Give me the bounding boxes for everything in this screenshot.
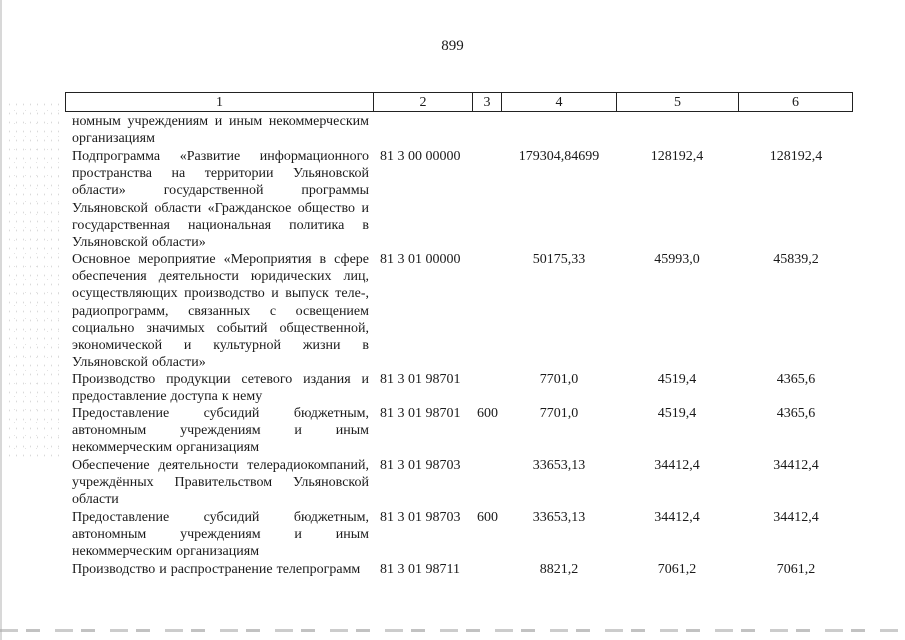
- row-value-4: 33653,13: [532, 510, 586, 525]
- row-value-4: 8821,2: [539, 562, 579, 577]
- header-col-2: 2: [374, 93, 473, 111]
- row-value-4: 179304,84699: [518, 149, 600, 164]
- row-description: Предоставление субсидий бюджетным, автономным учреждениям и иным некоммерческим организациям: [72, 510, 369, 560]
- row-description: Производство и распространение телепрограмм: [72, 562, 361, 577]
- row-code: 81 3 00 00000: [380, 149, 461, 164]
- table-header-row: [65, 92, 853, 112]
- row-value-5: 4519,4: [657, 406, 697, 421]
- row-kvr: 600: [477, 510, 498, 525]
- row-value-4: 7701,0: [539, 372, 579, 387]
- row-code: 81 3 01 98701: [380, 372, 461, 387]
- row-value-6: 4365,6: [776, 406, 816, 421]
- row-value-5: 34412,4: [654, 510, 700, 525]
- row-description: Предоставление субсидий бюджетным, автономным учреждениям и иным некоммерческим организациям: [72, 406, 369, 456]
- row-code: 81 3 01 98711: [380, 562, 460, 577]
- row-kvr: 600: [477, 406, 498, 421]
- header-col-4: 4: [502, 93, 617, 111]
- header-col-3: 3: [473, 93, 502, 111]
- row-code: 81 3 01 98703: [380, 510, 461, 525]
- header-col-5: 5: [617, 93, 739, 111]
- row-value-6: 45839,2: [773, 252, 819, 267]
- row-code: 81 3 01 98701: [380, 406, 461, 421]
- row-value-5: 45993,0: [654, 252, 700, 267]
- row-value-5: 34412,4: [654, 458, 700, 473]
- row-value-4: 7701,0: [539, 406, 579, 421]
- row-description: Основное мероприятие «Мероприятия в сфере обеспечения деятельности юридических лиц, осуществляющих производство и выпуск теле-, радиопрограмм, связанных с освещением социально значимых событий общественной, экономической и культурной жизни в Ульяновской области»: [72, 252, 369, 371]
- row-value-6: 34412,4: [773, 458, 819, 473]
- row-value-6: 128192,4: [769, 149, 823, 164]
- scan-bottom-edge: [0, 629, 905, 632]
- scan-left-edge: [0, 0, 2, 640]
- row-value-6: 7061,2: [776, 562, 816, 577]
- row-description: Подпрограмма «Развитие информационного пространства на территории Ульяновской области» государственной программы Ульяновской области «Гражданское общество и государственная национальная политика в Ульяновской области»: [72, 149, 369, 251]
- row-code: 81 3 01 00000: [380, 252, 461, 267]
- row-code: 81 3 01 98703: [380, 458, 461, 473]
- header-col-1: 1: [66, 93, 374, 111]
- row-value-4: 50175,33: [532, 252, 586, 267]
- page-number: 899: [441, 38, 464, 54]
- row-value-5: 4519,4: [657, 372, 697, 387]
- header-col-6: 6: [792, 95, 799, 110]
- row-value-4: 33653,13: [532, 458, 586, 473]
- scan-noise: [6, 100, 61, 460]
- row-value-6: 4365,6: [776, 372, 816, 387]
- row-value-5: 128192,4: [650, 149, 704, 164]
- row-value-6: 34412,4: [773, 510, 819, 525]
- row-description: Обеспечение деятельности телерадиокомпаний, учреждённых Правительством Ульяновской области: [72, 458, 369, 508]
- row-description: номным учреждениям и иным некоммерческим организациям: [72, 114, 369, 147]
- row-description: Производство продукции сетевого издания и предоставление доступа к нему: [72, 372, 369, 405]
- row-value-5: 7061,2: [657, 562, 697, 577]
